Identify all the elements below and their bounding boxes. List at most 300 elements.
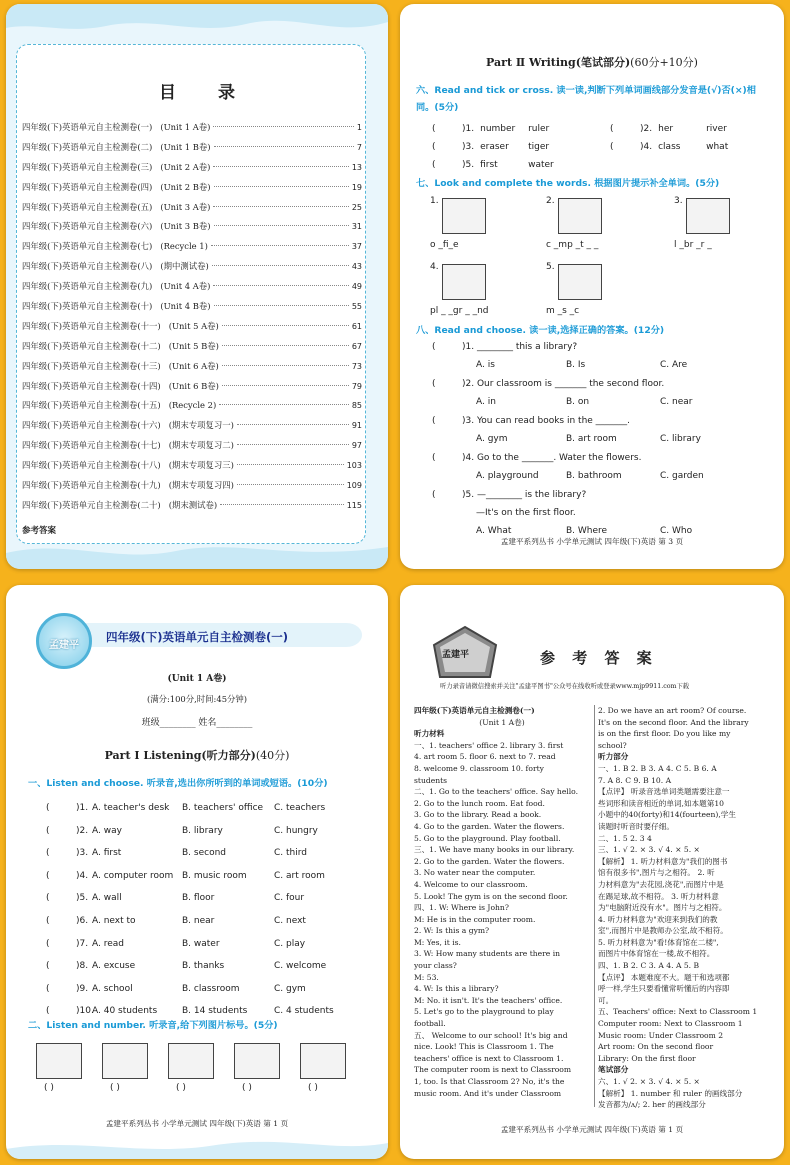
toc-row[interactable] (22, 181, 362, 201)
toc-row[interactable] (22, 360, 362, 380)
answer-line: 四、1. W: Where is John? (414, 903, 509, 913)
answer-line: 1, too. Is that Classroom 2? No, it's the (414, 1077, 565, 1086)
toc-leader (214, 225, 349, 226)
answer-line: M: Yes, it is. (414, 937, 461, 947)
answer-blank[interactable]: ( (432, 490, 436, 500)
toc-row-page: 79 (351, 381, 362, 391)
toc-row[interactable] (22, 459, 362, 479)
picture-number: 3. (674, 196, 683, 206)
toc-row-unit: (Unit 5 A卷) (168, 320, 219, 331)
toc-row[interactable] (22, 201, 362, 221)
toc-row-page: 103 (346, 461, 362, 471)
answer-line: 读题时听音时要仔细。 (598, 821, 674, 831)
toc-row[interactable] (22, 300, 362, 320)
answer-blank[interactable]: ( (46, 870, 50, 881)
answer-line: 为"电脑附近没有水"。图片与之相符。 (598, 903, 727, 913)
answer-line: M: No. it isn't. It's the teachers' office. (414, 995, 563, 1005)
section-8-heading: 八、Read and choose. 读一读,选择正确的答案。(12分) (416, 325, 665, 336)
listen-number-picture (234, 1043, 280, 1079)
toc-row-title: 四年级(下)英语单元自主检测卷(二十) (22, 499, 161, 510)
answer-line: Library: On the first floor (598, 1053, 696, 1063)
toc-row[interactable] (22, 320, 362, 340)
word-b: river (706, 124, 727, 134)
answer-blank[interactable]: ( (432, 142, 436, 152)
answer-line: 4. art room 5. floor 6. next to 7. read (414, 752, 556, 762)
class-name-fields[interactable]: 班级________ 姓名________ (141, 718, 253, 728)
number-blank[interactable]: ( ) (110, 1083, 120, 1093)
word-b: tiger (528, 142, 550, 152)
answer-line: 听力材料 (414, 729, 445, 739)
toc-row-unit: (Unit 6 B卷) (168, 380, 219, 391)
toc-leader (213, 126, 353, 127)
toc-row-unit: (Unit 5 B卷) (168, 340, 219, 351)
answer-blank[interactable]: ( (432, 342, 436, 352)
option-c[interactable]: C. hungry (274, 825, 318, 836)
toc-leader (214, 305, 349, 306)
toc-row-unit: (Recycle 2) (168, 400, 217, 411)
item-number: )2. (76, 825, 89, 836)
listen-choose-item (46, 871, 88, 881)
answer-line: Art room: On the second floor (598, 1042, 714, 1052)
toc-row[interactable] (22, 340, 362, 360)
toc-row-unit: (期末专项复习四) (168, 480, 234, 491)
number-blank[interactable]: ( ) (242, 1083, 252, 1093)
answer-line: 小题中的40(forty)和14(fourteen),学生 (598, 810, 736, 820)
answer-line: school? (598, 740, 627, 750)
toc-leader (211, 245, 349, 246)
option-b[interactable]: B. on (566, 397, 590, 407)
option-c[interactable]: C. third (274, 848, 307, 859)
toc-row-title: 四年级(下)英语单元自主检测卷(十五) (22, 400, 161, 411)
toc-row-title: 四年级(下)英语单元自主检测卷(七) (22, 241, 153, 252)
answer-line: 4. 听力材料意为"欢迎来到我们的教 (598, 914, 718, 924)
answers-right-column (598, 705, 778, 1111)
listen-choose-item (46, 939, 88, 949)
answer-line: 一、1. teachers' office 2. library 3. first (414, 740, 564, 750)
bottom-wave-decoration (6, 539, 388, 569)
choice-question (432, 416, 630, 426)
answer-line: 发音都为/ʌ/; 2. her 的画线部分 (598, 1100, 706, 1110)
item-number: )4. (76, 870, 89, 881)
option-b[interactable]: B. water (182, 938, 220, 949)
option-c[interactable]: C. teachers (274, 803, 326, 813)
answer-line: It's on the second floor. And the library (598, 717, 749, 727)
word-picture (558, 198, 602, 234)
answer-blank[interactable]: ( (46, 983, 50, 994)
tick-cross-item (610, 124, 727, 134)
answer-line: nice. Look! This is Classroom 1. The (414, 1042, 554, 1052)
test1-page (6, 585, 388, 1159)
toc-leader (222, 365, 349, 366)
answer-blank[interactable]: ( (46, 803, 50, 813)
answer-line: 六、1. √ 2. × 3. √ 4. × 5. × (598, 1077, 700, 1086)
answer-line: 【解析】 1. number 和 ruler 的画线部分 (598, 1088, 743, 1098)
answer-line: football. (414, 1019, 446, 1029)
listen-choose-item (46, 1006, 94, 1016)
option-c[interactable]: C. gym (274, 983, 306, 994)
answer-line: 7. A 8. C 9. B 10. A (598, 775, 672, 785)
toc-row[interactable] (22, 260, 362, 280)
toc-row-unit: (期末专项复习一) (168, 420, 234, 431)
item-number: )5. (462, 160, 475, 170)
answer-line: 【点评】 听录音选单词类题需要注意一 (598, 787, 730, 797)
answer-line: 【点评】 本题难度不大。题干和选项都 (598, 972, 730, 982)
tick-cross-item (432, 160, 554, 170)
option-a[interactable]: A. way (92, 825, 122, 836)
item-number: )1. (462, 124, 475, 134)
answer-blank[interactable]: ( (432, 379, 436, 389)
toc-row-unit: (Unit 2 B卷) (160, 181, 211, 192)
item-number: )6. (76, 916, 89, 926)
toc-leader (237, 484, 344, 485)
answer-blank[interactable]: ( (610, 124, 614, 134)
toc-leader (222, 345, 349, 346)
toc-leader (222, 385, 349, 386)
item-number: )5. (76, 893, 89, 904)
toc-row[interactable] (22, 479, 362, 499)
word-picture (442, 198, 486, 234)
answer-blank[interactable]: ( (46, 961, 50, 972)
number-blank[interactable]: ( ) (176, 1083, 186, 1093)
answer-line: 五、Teachers' office: Next to Classroom 1 (598, 1007, 758, 1017)
word-blank[interactable]: m _s _c (546, 306, 580, 316)
option-b[interactable]: B. library (182, 825, 223, 836)
answer-line: 4. W: Is this a library? (414, 984, 499, 994)
toc-row-page: 61 (351, 321, 362, 331)
item-number: )3. (462, 142, 475, 152)
word-blank[interactable]: pl _ _gr _ _nd (430, 306, 489, 316)
toc-row-title: 四年级(下)英语单元自主检测卷(二) (22, 141, 153, 152)
answers-left-column (414, 705, 590, 1099)
option-c[interactable]: C. 4 students (274, 1006, 334, 1017)
listen-choose-item (46, 984, 88, 994)
option-c[interactable]: C. Who (660, 526, 693, 536)
toc-leader (214, 186, 349, 187)
word-blank[interactable]: o _fi_e (430, 240, 459, 250)
toc-row[interactable] (22, 220, 362, 240)
toc-row-unit: (Unit 2 A卷) (160, 161, 211, 172)
toc-row[interactable] (22, 280, 362, 300)
choice-question (432, 342, 577, 352)
word-picture (686, 198, 730, 234)
answer-blank[interactable]: ( (46, 825, 50, 836)
answer-line: 3. W: How many students are there in (414, 949, 561, 959)
question-text: )5. —________ is the library? (462, 490, 587, 500)
listen-choose-item (46, 848, 88, 858)
option-a[interactable]: A. read (92, 938, 124, 949)
option-b[interactable]: B. Where (566, 526, 608, 536)
answers-title: 参 考 答 案 (540, 649, 658, 667)
answer-line: 五、 Welcome to our school! It's big and (414, 1030, 568, 1040)
toc-row-page: 67 (351, 341, 362, 351)
answer-blank[interactable]: ( (46, 848, 50, 859)
word-a: her (658, 124, 674, 134)
answer-line: 2. Go to the lunch room. Eat food. (414, 798, 545, 808)
toc-row-unit: (Unit 4 B卷) (160, 301, 211, 312)
tick-cross-item (432, 124, 549, 134)
toc-row[interactable] (22, 121, 362, 141)
toc-row[interactable] (22, 240, 362, 260)
test-title: 四年级(下)英语单元自主检测卷(一) (106, 630, 289, 644)
option-a[interactable]: A. school (92, 983, 133, 994)
option-a[interactable]: A. What (476, 526, 512, 536)
answer-line: M: 53. (414, 972, 439, 982)
listen-choose-item (46, 803, 88, 813)
toc-row-unit: (期末测试卷) (168, 499, 218, 510)
toc-row-title: 四年级(下)英语单元自主检测卷(十八) (22, 460, 161, 471)
listen-choose-item (46, 826, 88, 836)
toc-row-title: 四年级(下)英语单元自主检测卷(十七) (22, 440, 161, 451)
answer-line: 二、1. Go to the teachers' office. Say hello. (414, 787, 579, 797)
toc-row-title: 四年级(下)英语单元自主检测卷(六) (22, 221, 153, 232)
toc-row[interactable] (22, 399, 362, 419)
word-a: eraser (480, 142, 509, 152)
answer-blank[interactable]: ( (432, 453, 436, 463)
option-a[interactable]: A. in (476, 397, 496, 407)
toc-row-page: 37 (351, 242, 362, 252)
toc-row-page: 97 (351, 441, 362, 451)
picture-number: 5. (546, 262, 555, 272)
answer-line: The computer room is next to Classroom (414, 1065, 572, 1075)
choice-question (432, 379, 664, 389)
picture-number: 4. (430, 262, 439, 272)
section-6-heading: 六、Read and tick or cross. 读一读,判断下列单词画线部分发音是(√)否(×)相 同。(5分) (416, 85, 756, 113)
listen-choose-item (46, 893, 88, 903)
toc-row-unit: (期末专项复习二) (168, 440, 234, 451)
toc-row-title: 四年级(下)英语单元自主检测卷(八) (22, 261, 153, 272)
answer-line: 5. 听力材料意为"看!体育馆在二楼", (598, 937, 719, 947)
answer-line: teachers' office is next to Classroom 1. (414, 1053, 564, 1063)
option-b[interactable]: B. classroom (182, 983, 240, 994)
answer-line: 一、1. B 2. B 3. A 4. C 5. B 6. A (598, 763, 717, 773)
bottom-wave-decoration (6, 1133, 388, 1159)
question-text: )4. Go to the _______. Water the flowers. (462, 453, 642, 463)
option-a[interactable]: A. excuse (92, 961, 136, 972)
option-b[interactable]: B. Is (566, 360, 586, 370)
answer-line: 室",而图片中是教师办公室,故不相符。 (598, 926, 728, 936)
toc-row-page: 1 (356, 123, 362, 132)
option-b[interactable]: B. near (182, 916, 215, 926)
toc-leader (237, 444, 349, 445)
toc-row-title: 四年级(下)英语单元自主检测卷(十六) (22, 420, 161, 431)
answer-blank[interactable]: ( (432, 416, 436, 426)
answer-line: 三、1. √ 2. × 3. √ 4. × 5. × (598, 845, 700, 855)
contents-list (22, 121, 362, 519)
answer-line: 四、1. B 2. C 3. A 4. A 5. B (598, 961, 700, 971)
toc-row-page: 25 (351, 202, 362, 212)
option-c[interactable]: C. next (274, 916, 306, 926)
number-blank[interactable]: ( ) (44, 1083, 54, 1093)
item-number: )9. (76, 983, 89, 994)
toc-row[interactable] (22, 380, 362, 400)
option-c[interactable]: C. Are (660, 360, 688, 370)
picture-number: 1. (430, 196, 439, 206)
answer-line: 2. Go to the garden. Water the flowers. (414, 856, 565, 866)
choice-question (432, 453, 641, 463)
section-1-heading: 一、Listen and choose. 听录音,选出你所听到的单词或短语。(10分) (28, 778, 328, 789)
choice-question (432, 490, 586, 500)
item-number: )4. (640, 142, 653, 152)
option-b[interactable]: B. second (182, 848, 226, 859)
toc-row-title: 四年级(下)英语单元自主检测卷(十) (22, 301, 153, 312)
item-number: )2. (640, 124, 653, 134)
toc-row[interactable] (22, 161, 362, 181)
answer-line: 些词形和读音相近的单词,如本题第10 (598, 798, 724, 808)
writing-part-title: Part Ⅱ Writing(笔试部分)(60分+10分) (486, 56, 698, 69)
option-c[interactable]: C. play (274, 938, 306, 949)
listen-number-picture (300, 1043, 346, 1079)
option-b[interactable]: B. bathroom (566, 471, 622, 481)
answer-line: is on the first floor. Do you like my (598, 729, 731, 739)
toc-row-title: 四年级(下)英语单元自主检测卷(四) (22, 181, 153, 192)
toc-row-title: 四年级(下)英语单元自主检测卷(十二) (22, 340, 161, 351)
toc-leader (220, 504, 344, 505)
toc-leader (212, 265, 349, 266)
answer-line: music room. And it's under Classroom (414, 1088, 562, 1098)
listen-number-picture (102, 1043, 148, 1079)
toc-row-title: 四年级(下)英语单元自主检测卷(十九) (22, 480, 161, 491)
answer-line: 可。 (598, 995, 614, 1005)
toc-row[interactable] (22, 419, 362, 439)
toc-row-unit: (期末专项复习三) (168, 460, 234, 471)
page-footer: 孟建平系列丛书 小学单元测试 四年级(下)英语 第 3 页 (500, 537, 684, 546)
answer-blank[interactable]: ( (46, 938, 50, 949)
toc-leader (213, 285, 348, 286)
option-a[interactable]: A. teacher's desk (92, 803, 170, 813)
answer-blank[interactable]: ( (610, 142, 614, 152)
tick-cross-item (610, 142, 728, 152)
toc-row-page: 7 (356, 142, 362, 152)
answer-line: Computer room: Next to Classroom 1 (598, 1019, 743, 1029)
option-a[interactable]: A. computer room (92, 870, 174, 881)
contents-title: 目 录 (159, 83, 253, 103)
answer-blank[interactable]: ( (46, 893, 50, 904)
page-footer: 孟建平系列丛书 小学单元测试 四年级(下)英语 第 1 页 (500, 1125, 684, 1134)
listening-part-title: Part Ⅰ Listening(听力部分)(40分) (104, 749, 290, 762)
answer-line: 3. Go to the library. Read a book. (414, 810, 542, 820)
option-a[interactable]: A. wall (92, 893, 122, 904)
toc-row-page: 91 (351, 421, 362, 431)
answer-line: 5. Go to the playground. Play football. (414, 833, 561, 843)
section-7-heading: 七、Look and complete the words. 根据图片提示补全单词。(5分) (416, 178, 720, 189)
word-blank[interactable]: c _mp _t _ _ (546, 240, 599, 250)
toc-leader (213, 166, 348, 167)
word-b: ruler (528, 124, 550, 134)
answers-page (400, 585, 784, 1159)
answer-blank[interactable]: ( (432, 124, 436, 134)
question-text: )1. ________ this a library? (462, 342, 578, 352)
answer-line: students (414, 775, 448, 785)
option-c[interactable]: C. garden (660, 471, 704, 481)
item-number: )7. (76, 938, 89, 949)
toc-leader (237, 424, 349, 425)
answers-entry[interactable]: 参考答案 (22, 526, 57, 536)
listen-choose-item (46, 916, 88, 926)
toc-row-page: 115 (346, 500, 362, 510)
toc-row-page: 55 (351, 302, 362, 312)
option-c[interactable]: C. art room (274, 870, 325, 881)
answer-line: 而图片中体育馆在一楼,故不相符。 (598, 949, 715, 959)
answer-line: 2. W: Is this a gym? (414, 926, 490, 936)
option-b[interactable]: B. art room (566, 434, 617, 444)
toc-row-title: 四年级(下)英语单元自主检测卷(十四) (22, 380, 161, 391)
toc-row-unit: (Unit 1 A卷) (160, 122, 211, 132)
word-b: water (528, 160, 554, 170)
section-2-heading: 二、Listen and number. 听录音,给下列图片标号。(5分) (28, 1020, 278, 1031)
test-unit: (Unit 1 A卷) (167, 674, 227, 684)
page-footer: 孟建平系列丛书 小学单元测试 四年级(下)英语 第 1 页 (105, 1119, 289, 1128)
answer-line: 四年级(下)英语单元自主检测卷(一) (414, 706, 535, 715)
option-a[interactable]: A. gym (476, 434, 508, 444)
toc-row-page: 13 (351, 162, 362, 172)
toc-row-unit: (Unit 4 A卷) (160, 281, 211, 292)
answer-blank[interactable]: ( (46, 916, 50, 926)
brand-logo: 孟建平 (36, 613, 92, 669)
option-b[interactable]: B. thanks (182, 961, 225, 972)
answer-line: 3. No water near the computer. (414, 868, 536, 878)
option-a[interactable]: A. is (476, 360, 495, 370)
item-number: )10. (76, 1006, 94, 1017)
option-b[interactable]: B. music room (182, 870, 247, 881)
option-a[interactable]: A. first (92, 848, 122, 859)
toc-row-unit: (Unit 3 A卷) (160, 201, 211, 212)
answer-line: Music room: Under Classroom 2 (598, 1030, 724, 1040)
test-limits: (满分:100分,时间:45分钟) (146, 694, 248, 704)
toc-row[interactable] (22, 499, 362, 519)
option-b[interactable]: B. 14 students (182, 1006, 248, 1017)
option-a[interactable]: A. next to (92, 916, 136, 926)
word-picture (442, 264, 486, 300)
option-b[interactable]: B. teachers' office (182, 803, 264, 813)
toc-row-unit: (Recycle 1) (160, 241, 208, 252)
option-a[interactable]: A. 40 students (92, 1006, 158, 1017)
audio-notice: 听力录音请微信搜索并关注"孟建平图书"公众号在线收听或登录www.mjp9911.com下载 (440, 683, 690, 690)
toc-row-title: 四年级(下)英语单元自主检测卷(九) (22, 281, 153, 292)
toc-row-page: 49 (351, 282, 362, 292)
toc-row[interactable] (22, 439, 362, 459)
answer-line: 【解析】 1. 听力材料意为"我们的图书 (598, 856, 728, 866)
word-blank[interactable]: l _br _r _ (674, 240, 712, 250)
word-a: class (658, 142, 681, 152)
answer-blank[interactable]: ( (46, 1006, 50, 1017)
answer-line: 笔试部分 (598, 1065, 629, 1075)
toc-row-title: 四年级(下)英语单元自主检测卷(三) (22, 161, 153, 172)
listen-choose-item (46, 961, 88, 971)
option-c[interactable]: C. welcome (274, 961, 327, 972)
option-b[interactable]: B. floor (182, 893, 215, 904)
toc-row-unit: (Unit 6 A卷) (168, 360, 219, 371)
answer-line: 2. Do we have an art room? Of course. (598, 706, 747, 715)
item-number: )8. (76, 961, 89, 972)
answer-line: 4. Welcome to our classroom. (414, 879, 528, 889)
item-number: )3. (76, 848, 89, 859)
option-c[interactable]: C. near (660, 397, 693, 407)
number-blank[interactable]: ( ) (308, 1083, 318, 1093)
toc-row-title: 四年级(下)英语单元自主检测卷(十三) (22, 360, 161, 371)
answer-blank[interactable]: ( (432, 160, 436, 170)
brand-logo-text: 孟建平 (442, 650, 470, 660)
toc-row-title: 四年级(下)英语单元自主检测卷(一) (22, 122, 153, 132)
option-c[interactable]: C. four (274, 893, 305, 904)
answer-line: 4. Go to the garden. Water the flowers. (414, 821, 565, 831)
answer-line: 三、1. We have many books in our library. (414, 845, 575, 855)
contents-page (6, 4, 388, 569)
option-a[interactable]: A. playground (476, 471, 539, 481)
listen-number-picture (168, 1043, 214, 1079)
toc-row[interactable] (22, 141, 362, 161)
option-c[interactable]: C. library (660, 434, 701, 444)
answer-line: 8. welcome 9. classroom 10. forty (414, 763, 544, 773)
